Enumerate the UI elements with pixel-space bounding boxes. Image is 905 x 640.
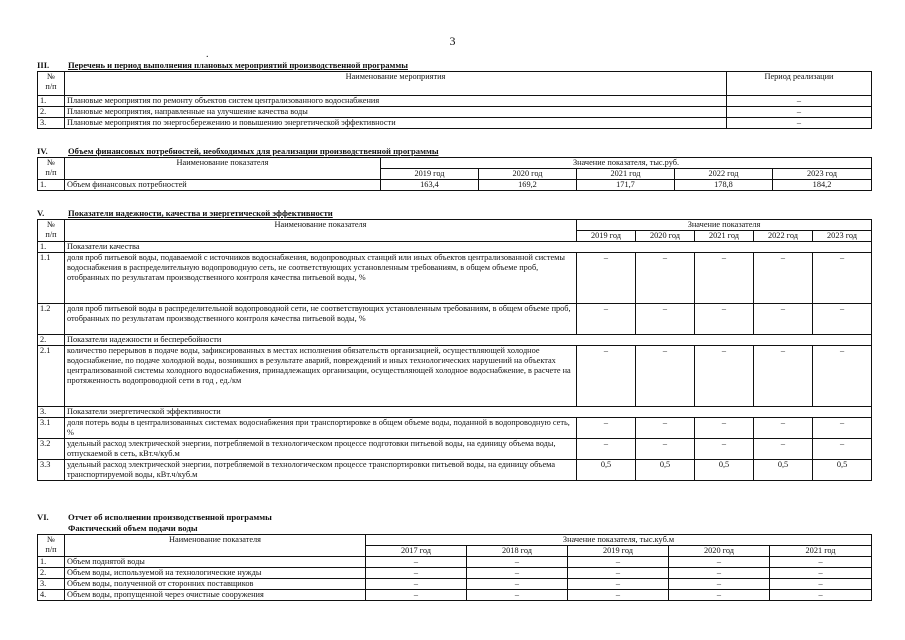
group-name: Показатели энергетической эффективности — [65, 407, 872, 418]
section-5 — [37, 208, 872, 481]
row-period: – — [727, 107, 872, 118]
row-number: 3.2 — [38, 439, 65, 460]
row-number: 2. — [38, 107, 65, 118]
section-3-title: Перечень и период выполнения плановых мероприятий производственной программы — [68, 60, 408, 70]
section-6-number: VI. — [37, 512, 49, 522]
row-name: Объем финансовых потребностей — [65, 180, 381, 191]
table-header-row — [38, 72, 872, 96]
year-cell: 2018 год — [467, 546, 568, 557]
table-header-row — [38, 220, 872, 231]
row-period: – — [727, 118, 872, 129]
row-name: Объем поднятой воды — [65, 557, 366, 568]
header-number-cell: № п/п — [38, 158, 65, 180]
value-cell: – — [813, 346, 872, 407]
header-name-cell: Наименование показателя — [65, 535, 366, 557]
value-cell: – — [467, 590, 568, 601]
stray-mark: . — [206, 49, 209, 60]
row-number: 2.1 — [38, 346, 65, 407]
group-row-energy — [38, 407, 872, 418]
row-period: – — [727, 96, 872, 107]
row-number: 3.1 — [38, 418, 65, 439]
year-cell: 2023 год — [773, 169, 872, 180]
header-value-cell: Значение показателя — [577, 220, 872, 231]
table-row — [38, 180, 872, 191]
row-name: Объем воды, используемой на технологические нужды — [65, 568, 366, 579]
value-cell: – — [770, 557, 872, 568]
group-name: Показатели надежности и бесперебойности — [65, 335, 872, 346]
table-row — [38, 107, 872, 118]
value-cell: – — [669, 557, 770, 568]
year-cell: 2021 год — [770, 546, 872, 557]
row-name: количество перерывов в подаче воды, зафиксированных в местах исполнения обязательств организацией, осуществляющей холодное водоснабжение, по подаче холодной воды, возникших в результате аварий, повреждений и иных технологических нарушений на объектах централизованной системы холодного водоснабжения, принадлежащих организации, осуществляющей холодное водоснабжение, в расчете на протяженность водопроводной сети в год , ед./км — [65, 346, 577, 407]
section-5-heading — [37, 208, 872, 219]
row-name: доля проб питьевой воды в распределительной водопроводной сети, не соответствующих установленным требованиям, в общем объеме проб, отобранных по результатам производственного контроля качества питьевой воды, % — [65, 304, 577, 335]
row-number: 1. — [38, 242, 65, 253]
value-cell: 0,5 — [695, 460, 754, 481]
value-cell: – — [770, 590, 872, 601]
table-row — [38, 568, 872, 579]
section-4-table — [37, 157, 872, 191]
table-row — [38, 304, 872, 335]
value-cell: – — [366, 590, 467, 601]
value-cell: – — [754, 253, 813, 304]
row-name: Плановые мероприятия по ремонту объектов систем централизованного водоснабжения — [65, 96, 727, 107]
table-row — [38, 253, 872, 304]
section-4-title: Объем финансовых потребностей, необходимых для реализации производственной программы — [68, 146, 439, 156]
row-name: доля потерь воды в централизованных системах водоснабжения при транспортировке в общем объеме воды, поданной в водопроводную сеть, % — [65, 418, 577, 439]
value-cell: 163,4 — [381, 180, 479, 191]
table-row — [38, 557, 872, 568]
header-value-cell: Значение показателя, тыс.куб.м — [366, 535, 872, 546]
table-header-row — [38, 535, 872, 546]
value-cell: – — [568, 557, 669, 568]
value-cell: – — [568, 568, 669, 579]
table-row — [38, 590, 872, 601]
group-row-quality — [38, 242, 872, 253]
row-number: 1.2 — [38, 304, 65, 335]
year-cell: 2020 год — [636, 231, 695, 242]
value-cell: – — [577, 253, 636, 304]
row-number: 1.1 — [38, 253, 65, 304]
table-row — [38, 418, 872, 439]
section-3-heading — [37, 60, 872, 71]
year-cell: 2022 год — [754, 231, 813, 242]
row-name: Плановые мероприятия, направленные на улучшение качества воды — [65, 107, 727, 118]
value-cell: – — [467, 579, 568, 590]
row-number: 3. — [38, 118, 65, 129]
value-cell: – — [813, 418, 872, 439]
section-6-heading — [37, 512, 872, 523]
year-cell: 2020 год — [669, 546, 770, 557]
year-cell: 2019 год — [568, 546, 669, 557]
year-cell: 2021 год — [577, 169, 675, 180]
value-cell: – — [366, 557, 467, 568]
table-row — [38, 96, 872, 107]
value-cell: – — [813, 439, 872, 460]
value-cell: 0,5 — [636, 460, 695, 481]
row-number: 3.3 — [38, 460, 65, 481]
value-cell: – — [754, 304, 813, 335]
year-cell: 2019 год — [577, 231, 636, 242]
value-cell: – — [568, 590, 669, 601]
value-cell: – — [577, 304, 636, 335]
section-6-title: Отчет об исполнении производственной программы — [68, 512, 272, 522]
value-cell: – — [770, 568, 872, 579]
header-number-cell: № п/п — [38, 220, 65, 242]
section-4 — [37, 146, 872, 191]
value-cell: – — [754, 418, 813, 439]
value-cell: – — [636, 346, 695, 407]
year-cell: 2021 год — [695, 231, 754, 242]
section-6-table — [37, 534, 872, 601]
section-6 — [37, 512, 872, 601]
row-number: 1. — [38, 557, 65, 568]
table-row — [38, 439, 872, 460]
group-name: Показатели качества — [65, 242, 872, 253]
value-cell: – — [695, 418, 754, 439]
value-cell: – — [467, 568, 568, 579]
value-cell: – — [754, 439, 813, 460]
value-cell: – — [695, 304, 754, 335]
value-cell: 178,8 — [675, 180, 773, 191]
value-cell: – — [577, 346, 636, 407]
row-number: 3. — [38, 407, 65, 418]
header-name-cell: Наименование показателя — [65, 220, 577, 242]
value-cell: – — [695, 253, 754, 304]
value-cell: – — [577, 418, 636, 439]
value-cell: 184,2 — [773, 180, 872, 191]
value-cell: – — [577, 439, 636, 460]
row-number: 1. — [38, 180, 65, 191]
value-cell: – — [669, 568, 770, 579]
value-cell: – — [467, 557, 568, 568]
year-cell: 2019 год — [381, 169, 479, 180]
value-cell: – — [695, 346, 754, 407]
year-cell: 2020 год — [479, 169, 577, 180]
header-number-cell: № п/п — [38, 72, 65, 96]
header-name-cell: Наименование мероприятия — [65, 72, 727, 96]
section-4-number: IV. — [37, 146, 48, 156]
year-cell: 2023 год — [813, 231, 872, 242]
row-number: 2. — [38, 568, 65, 579]
value-cell: – — [366, 579, 467, 590]
table-row — [38, 346, 872, 407]
value-cell: – — [568, 579, 669, 590]
section-6-subtitle: Фактический объем подачи воды — [68, 523, 198, 533]
header-period-cell: Период реализации — [727, 72, 872, 96]
row-number: 1. — [38, 96, 65, 107]
row-number: 2. — [38, 335, 65, 346]
table-row — [38, 118, 872, 129]
year-cell: 2017 год — [366, 546, 467, 557]
value-cell: – — [636, 253, 695, 304]
row-name: доля проб питьевой воды, подаваемой с источников водоснабжения, водопроводных станций или иных объектов централизованной системы водоснабжения в распределительную водопроводную сеть, не соответствующих установленным требованиям, в общем объеме проб, отобранных по результатам производственного контроля качества питьевой воды, % — [65, 253, 577, 304]
row-name: Объем воды, полученной от сторонних поставщиков — [65, 579, 366, 590]
year-cell: 2022 год — [675, 169, 773, 180]
value-cell: – — [636, 304, 695, 335]
value-cell: 171,7 — [577, 180, 675, 191]
row-number: 4. — [38, 590, 65, 601]
group-row-reliability — [38, 335, 872, 346]
table-row — [38, 579, 872, 590]
section-3-number: III. — [37, 60, 50, 70]
row-name: удельный расход электрической энергии, потребляемой в технологическом процессе подготовки питьевой воды, на единицу объема воды, отпускаемой в сеть, кВт.ч/куб.м — [65, 439, 577, 460]
page-number: 3 — [449, 34, 456, 48]
table-row — [38, 460, 872, 481]
value-cell: 0,5 — [813, 460, 872, 481]
value-cell: 0,5 — [577, 460, 636, 481]
value-cell: – — [754, 346, 813, 407]
value-cell: – — [813, 304, 872, 335]
section-4-heading — [37, 146, 872, 157]
value-cell: – — [366, 568, 467, 579]
value-cell: – — [669, 579, 770, 590]
row-name: Плановые мероприятия по энергосбережению и повышению энергетической эффективности — [65, 118, 727, 129]
row-number: 3. — [38, 579, 65, 590]
section-5-number: V. — [37, 208, 45, 218]
header-value-cell: Значение показателя, тыс.руб. — [381, 158, 872, 169]
section-3 — [37, 60, 872, 129]
value-cell: – — [770, 579, 872, 590]
header-name-cell: Наименование показателя — [65, 158, 381, 180]
value-cell: – — [813, 253, 872, 304]
row-name: Объем воды, пропущенной через очистные сооружения — [65, 590, 366, 601]
table-header-row — [38, 158, 872, 169]
value-cell: – — [636, 418, 695, 439]
section-5-table — [37, 219, 872, 481]
header-number-cell: № п/п — [38, 535, 65, 557]
value-cell: 0,5 — [754, 460, 813, 481]
value-cell: – — [636, 439, 695, 460]
value-cell: – — [695, 439, 754, 460]
section-5-title: Показатели надежности, качества и энергетической эффективности — [68, 208, 333, 218]
section-3-table — [37, 71, 872, 129]
value-cell: 169,2 — [479, 180, 577, 191]
row-name: удельный расход электрической энергии, потребляемой в технологическом процессе транспортировки питьевой воды, на единицу объема транспортируемой воды, кВт.ч/куб.м — [65, 460, 577, 481]
value-cell: – — [669, 590, 770, 601]
